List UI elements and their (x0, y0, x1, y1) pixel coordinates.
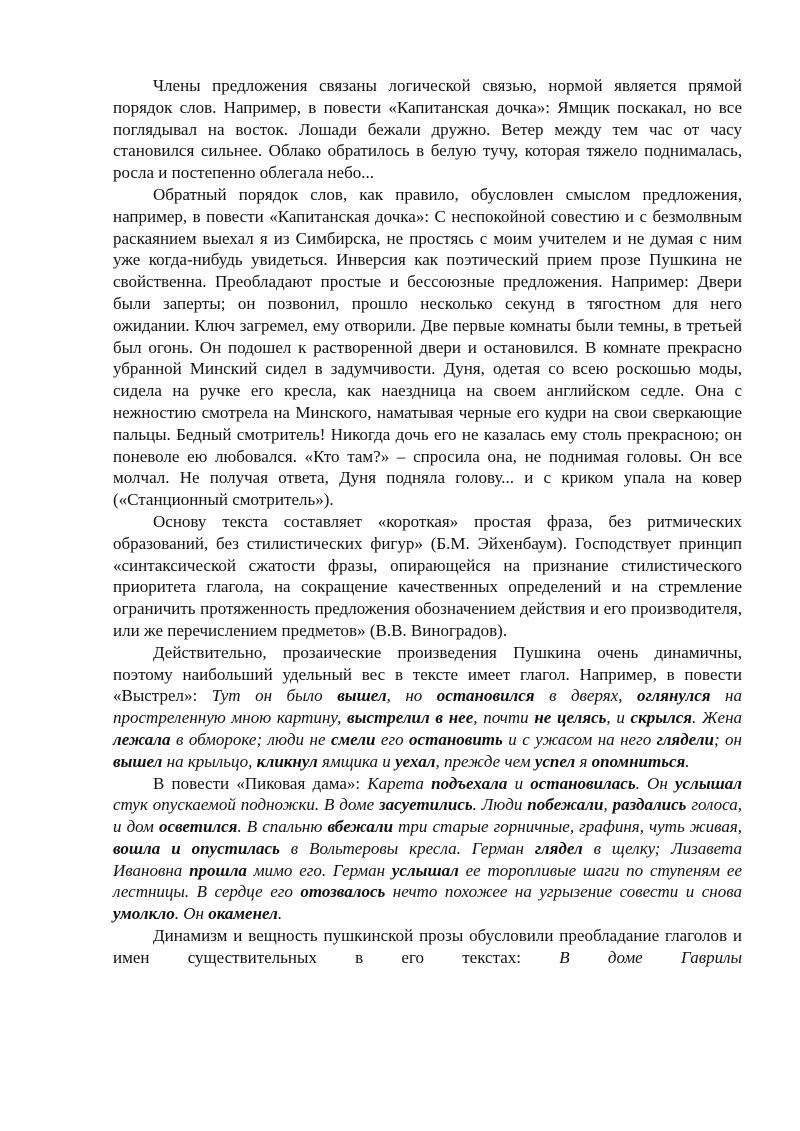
emphasized-verb: побежали (527, 795, 604, 815)
emphasized-verb: оглянулся (636, 686, 711, 706)
emphasized-verb: глядел (534, 838, 583, 858)
emphasized-verb: вышел (337, 686, 387, 706)
text-run: Обратный порядок слов, как правило, обусловлен смыслом предложения, например, в повести «Капитанская дочка»: С неспокойной совестию и с безмолвным раскаянием выехал я из Симбирска, не простясь с моим учителем и не думая с ним уже когда-нибудь увидеться. Инверсия как поэтический прием прозе Пушкина не свойственна. Преобладают простые и бессоюзные предложения. Например: Двери были заперты; он позвонил, прошло несколько секунд в тягостном для него ожидании. Ключ загремел, ему отворили. Две первые комнаты были темны, в третьей был огонь. Он подошел к растворенной двери и остановился. В комнате прекрасно убранной Минский сидел в задумчивости. Дуня, одетая со всею роскошью моды, сидела на ручке его кресла, как наездница на своем английском седле. Она с нежностию смотрела на Минского, наматывая черные его кудри на свои сверкающие пальцы. Бедный смотритель! Никогда дочь его не казалась ему столь прекрасною; он поневоле ею любовался. «Кто там?» – спросила она, не поднимая головы. Он все молчал. Не получая ответа, Дуня подняла голову... и с криком упала на ковер («Станционный смотритель»). (113, 184, 742, 510)
quoted-passage: его (375, 729, 410, 749)
quoted-passage: . Он (174, 904, 209, 924)
emphasized-verb: глядели (656, 729, 714, 749)
quoted-passage: мимо его. Герман (246, 860, 392, 880)
quoted-passage: , прежде чем (435, 751, 535, 771)
quoted-passage: в Вольтеровы кресла. Герман (279, 838, 535, 858)
quoted-passage: В доме Гаврилы (559, 947, 742, 967)
quoted-passage: . Жена (692, 708, 743, 728)
quoted-passage: Тут он было (211, 686, 338, 706)
emphasized-verb: вышел (113, 751, 163, 771)
emphasized-verb: выстрелил в нее (347, 708, 474, 728)
paragraph-1 (113, 75, 742, 184)
quoted-passage: три старые горничные, графиня, чуть живая, (393, 817, 743, 837)
paragraph-4 (113, 642, 742, 773)
emphasized-verb: отозвалось (300, 882, 386, 902)
text-run: Динамизм и вещность пушкинской прозы обусловили преобладание глаголов и имен существительных в его текстах: (113, 926, 742, 967)
emphasized-verb: засуетились (379, 795, 473, 815)
paragraph-2 (113, 184, 742, 511)
paragraph-3 (113, 511, 742, 642)
quoted-passage: , почти (473, 708, 535, 728)
quoted-passage: , и (606, 708, 631, 728)
emphasized-verb: прошла (189, 860, 247, 880)
quoted-passage: ее торопливые шаги по ступеням ее лестницы. В сердце его (113, 860, 742, 902)
emphasized-verb: остановить (409, 729, 503, 749)
document-page (113, 75, 742, 969)
quoted-passage: , (603, 795, 613, 815)
quoted-passage: в щелку; Лизавета Ивановна (113, 838, 742, 880)
quoted-passage: стук опускаемой подножки. В доме (113, 795, 380, 815)
emphasized-verb: умолкло (113, 904, 175, 924)
emphasized-verb: услышал (675, 773, 742, 793)
quoted-passage: Карета (367, 773, 432, 793)
emphasized-verb: вошла и опустилась (113, 838, 280, 858)
quoted-passage: . Люди (472, 795, 528, 815)
quoted-passage: голоса, и дом (113, 795, 743, 837)
emphasized-verb: осветился (158, 817, 238, 837)
emphasized-verb: не целясь (534, 708, 607, 728)
emphasized-verb: уехал (395, 751, 436, 771)
paragraph-5 (113, 773, 742, 926)
quoted-passage: нечто похожее на угрызение совести и снова (385, 882, 742, 902)
quoted-passage: . (685, 751, 690, 771)
quoted-passage: , но (386, 686, 437, 706)
emphasized-verb: услышал (391, 860, 459, 880)
emphasized-verb: успел (534, 751, 576, 771)
quoted-passage: . В спальню (237, 817, 328, 837)
text-run: Основу текста составляет «короткая» простая фраза, без ритмических образований, без стилистических фигур» (Б.М. Эйхенбаум). Господствует принцип «синтаксической сжатости фразы, опирающейся на признание стилистического приоритета глагола, на сокращение качественных определений и на стремление ограничить протяженность предложения обозначением действия и его производителя, или же перечислением предметов» (В.В. Виноградов). (113, 511, 742, 640)
quoted-passage: . Он (635, 773, 675, 793)
quoted-passage: и с ужасом на него (502, 729, 657, 749)
emphasized-verb: остановился (436, 686, 535, 706)
emphasized-verb: опомниться (591, 751, 686, 771)
text-run: Действительно, прозаические произведения Пушкина очень динамичны, поэтому наибольший удельный вес в тексте имеет глагол. Например, в повести «Выстрел»: (113, 642, 742, 706)
quoted-passage: я (575, 751, 592, 771)
emphasized-verb: раздались (612, 795, 687, 815)
emphasized-verb: скрылся (630, 708, 693, 728)
emphasized-verb: остановилась (530, 773, 636, 793)
quoted-passage: в дверях, (534, 686, 637, 706)
paragraph-6 (113, 925, 742, 969)
quoted-passage: в обмороке; люди не (170, 729, 331, 749)
emphasized-verb: смели (330, 729, 376, 749)
emphasized-verb: вбежали (327, 817, 394, 837)
quoted-passage: ; он (713, 729, 742, 749)
quoted-passage: и (507, 773, 531, 793)
quoted-passage: на крыльцо, (162, 751, 257, 771)
text-run: Члены предложения связаны логической связью, нормой является прямой порядок слов. Например, в повести «Капитанская дочка»: Ямщик поскакал, но все поглядывал на восток. Лошади бежали дружно. Ветер между тем час от часу становился сильнее. Облако обратилось в белую тучу, которая тяжело поднималась, росла и постепенно облегала небо... (113, 76, 742, 183)
emphasized-verb: подъехала (431, 773, 508, 793)
quoted-passage: ямщика и (317, 751, 396, 771)
emphasized-verb: кликнул (256, 751, 318, 771)
emphasized-verb: лежала (113, 729, 171, 749)
emphasized-verb: окаменел (208, 904, 278, 924)
quoted-passage: . (277, 904, 283, 924)
text-run: В повести «Пиковая дама»: (153, 773, 368, 793)
quoted-passage: на простреленную мною картину, (113, 686, 742, 728)
